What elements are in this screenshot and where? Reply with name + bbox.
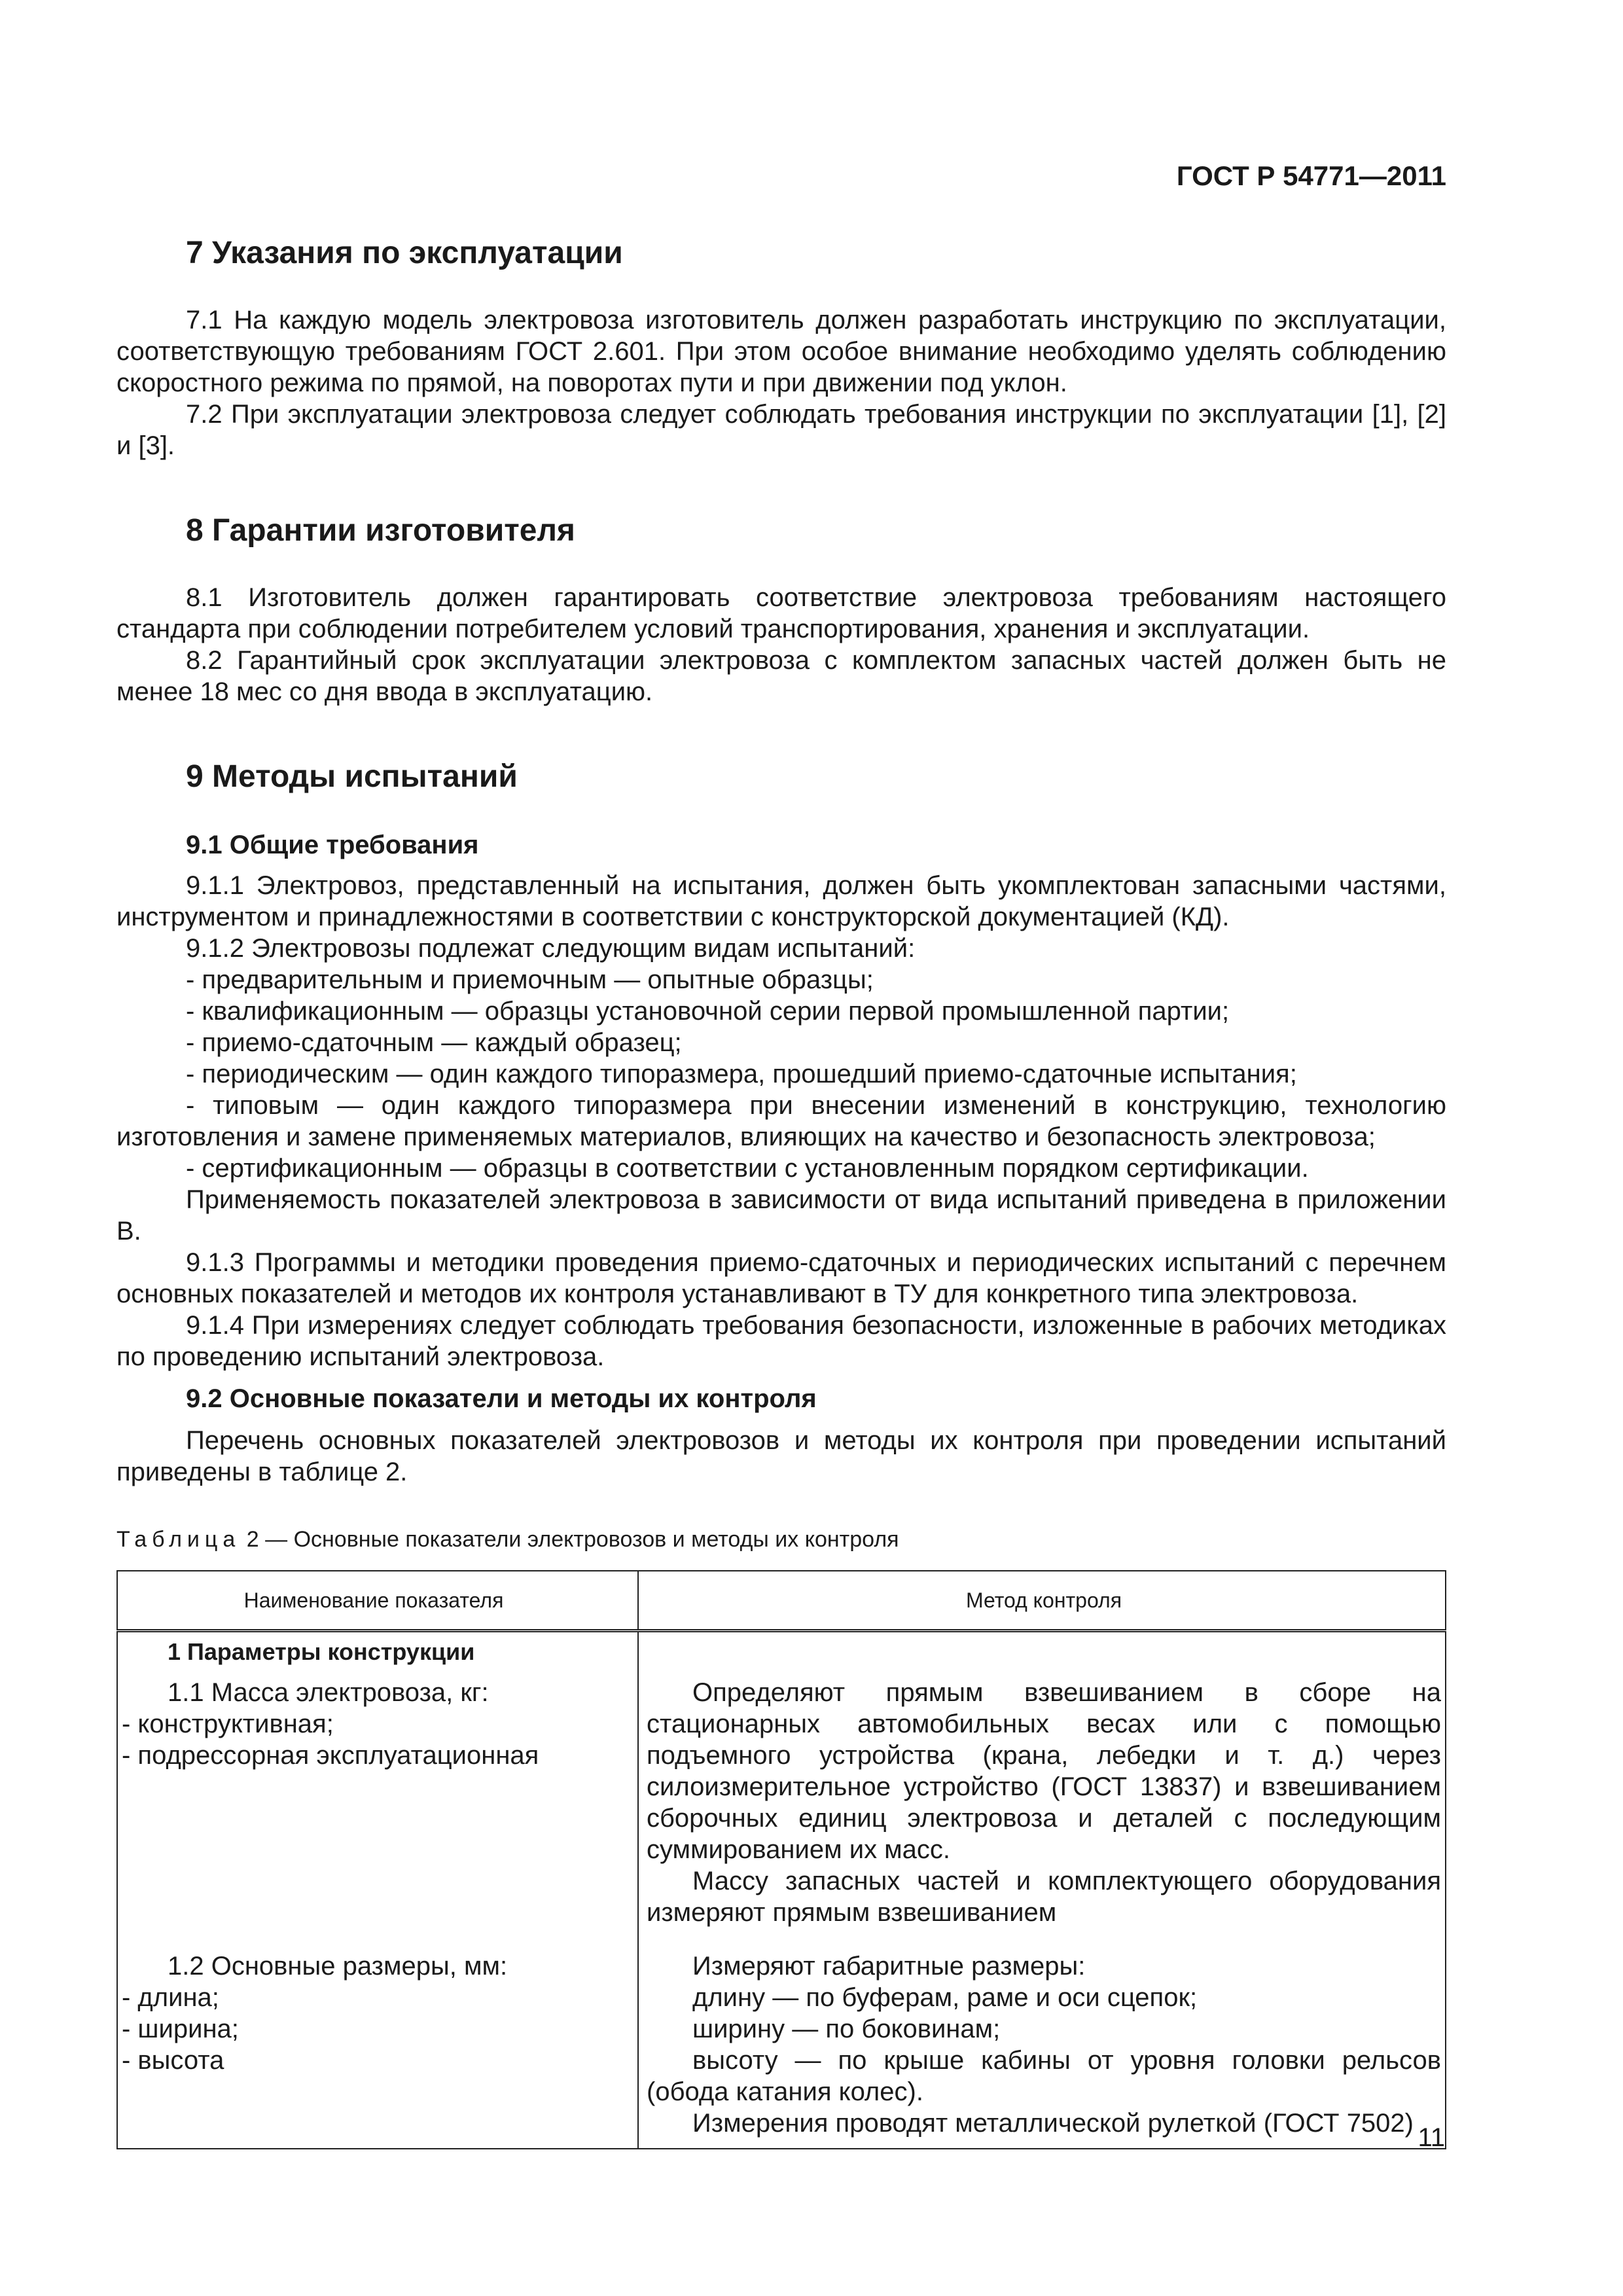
paragraph-9-1-3: 9.1.3 Программы и методики проведения приемо-сдаточных и периодических испытаний с перечнем основных показателей и методов их контроля устанавливают в ТУ для конкретного типа электровоза.: [116, 1248, 1446, 1308]
paragraph-9-1-1: 9.1.1 Электровоз, представленный на испытания, должен быть укомплектован запасными частями, инструментом и принадлежностями в соответствии с конструкторской документацией (КД).: [116, 871, 1446, 931]
cell-line: 1.1 Масса электровоза, кг:: [168, 1678, 489, 1707]
table-cell-method: [638, 1950, 1446, 2139]
table-row: [117, 1950, 1446, 2139]
list-item: - приемо-сдаточным — каждый образец;: [186, 1028, 682, 1057]
table-header-row: [117, 1571, 1446, 1631]
paragraph-9-2: Перечень основных показателей электровозов и методы их контроля при проведении испытаний приведены в таблице 2.: [116, 1426, 1446, 1486]
section-7-title: 7 Указания по эксплуатации: [186, 236, 623, 270]
page-number: 11: [1418, 2123, 1445, 2152]
paragraph-8-1: 8.1 Изготовитель должен гарантировать соответствие электровоза требованиям настоящего стандарта при соблюдении потребителем условий транспортирования, хранения и эксплуатации.: [116, 583, 1446, 643]
table-caption-text: 2 — Основные показатели электровозов и методы их контроля: [246, 1527, 899, 1552]
cell-paragraph: Массу запасных частей и комплектующего оборудования измеряют прямым взвешиванием: [647, 1867, 1441, 1927]
section-9-title: 9 Методы испытаний: [186, 759, 518, 794]
list-item: - предварительным и приемочным — опытные образцы;: [186, 965, 874, 994]
table-section-row: [117, 1631, 1446, 1677]
paragraph-7-2: 7.2 При эксплуатации электровоза следует соблюдать требования инструкции по эксплуатации [1], [2] и [3].: [116, 400, 1446, 460]
list-item: - сертификационным — образцы в соответствии с установленным порядком сертификации.: [186, 1154, 1309, 1183]
cell-line: 1.2 Основные размеры, мм:: [168, 1952, 508, 1981]
cell-line: - подрессорная эксплуатационная: [122, 1741, 539, 1770]
cell-line: - длина;: [122, 1983, 219, 2012]
cell-line: Измерения проводят металлической рулеткой (ГОСТ 7502): [692, 2109, 1414, 2138]
table-cell-method: [638, 1677, 1446, 1928]
table-cell-name: [117, 1950, 638, 2139]
table-row: [117, 1677, 1446, 1928]
table-2: [116, 1570, 1446, 2149]
table-caption: [116, 1526, 1446, 1553]
list-item: - квалификационным — образцы установочной серии первой промышленной партии;: [186, 997, 1230, 1026]
cell-line: - конструктивная;: [122, 1710, 334, 1738]
cell-line: - высота: [122, 2046, 224, 2075]
paragraph-7-1: 7.1 На каждую модель электровоза изготовитель должен разработать инструкцию по эксплуатации, соответствующую требованиям ГОСТ 2.601. При этом особое внимание необходимо уделять соблюдению скоростного режима по прямой, на поворотах пути и при движении под уклон.: [116, 306, 1446, 397]
cell-line: высоту — по крыше кабины от уровня головки рельсов (обода катания колес).: [647, 2046, 1441, 2106]
cell-paragraph: Определяют прямым взвешиванием в сборе на стационарных автомобильных весах или с помощью подъемного устройства (крана, лебедки и т. д.) через силоизмерительное устройство (ГОСТ 13837) и взвешиванием сборочных единиц электровоза и деталей с последующим суммированием их масс.: [647, 1678, 1441, 1864]
subsection-9-2-title: 9.2 Основные показатели и методы их контроля: [186, 1384, 817, 1413]
cell-line: Измеряют габаритные размеры:: [692, 1952, 1086, 1981]
page-content: [116, 219, 1446, 2149]
document-code: ГОСТ Р 54771—2011: [1176, 160, 1446, 191]
cell-line: - ширина;: [122, 2015, 239, 2043]
table-cell-name: [117, 1677, 638, 1928]
list-item: - периодическим — один каждого типоразмера, прошедший приемо-сдаточные испытания;: [186, 1060, 1297, 1088]
subsection-9-1-title: 9.1 Общие требования: [186, 831, 479, 859]
table-section-title: 1 Параметры конструкции: [168, 1638, 475, 1665]
table-caption-label: Таблица: [116, 1527, 241, 1552]
section-8-title: 8 Гарантии изготовителя: [186, 513, 575, 548]
list-item: - типовым — один каждого типоразмера при внесении изменений в конструкцию, технологию изготовления и замене применяемых материалов, влияющих на качество и безопасность электровоза;: [116, 1091, 1446, 1151]
cell-line: длину — по буферам, раме и оси сцепок;: [692, 1983, 1198, 2012]
cell-line: ширину — по боковинам;: [692, 2015, 1001, 2043]
paragraph-8-2: 8.2 Гарантийный срок эксплуатации электровоза с комплектом запасных частей должен быть не менее 18 мес со дня ввода в эксплуатацию.: [116, 646, 1446, 706]
header-control-method: Метод контроля: [638, 1571, 1446, 1631]
paragraph-9-1-4: 9.1.4 При измерениях следует соблюдать требования безопасности, изложенные в рабочих методиках по проведению испытаний электровоза.: [116, 1311, 1446, 1371]
header-indicator-name: Наименование показателя: [117, 1571, 638, 1631]
paragraph-applicability: Применяемость показателей электровоза в зависимости от вида испытаний приведена в приложении В.: [116, 1185, 1446, 1246]
paragraph-9-1-2: 9.1.2 Электровозы подлежат следующим видам испытаний:: [186, 934, 916, 963]
